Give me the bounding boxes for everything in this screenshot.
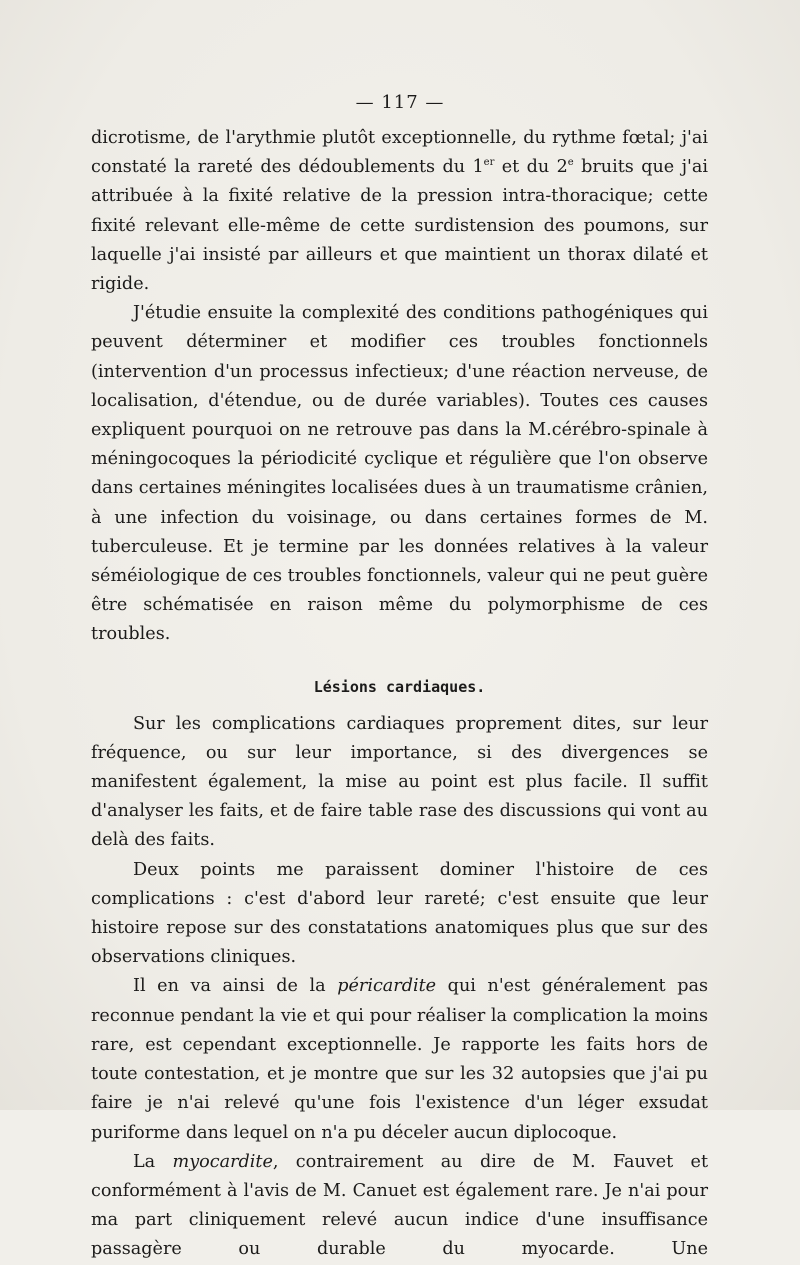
section-heading: Lésions cardiaques. (313, 677, 486, 696)
page-number: — 117 — (355, 92, 445, 113)
paragraph (91, 856, 708, 973)
body-text (91, 124, 708, 1265)
text-run: Il en va ainsi de la (133, 976, 338, 997)
paragraph (91, 299, 708, 649)
text-run: Deux points me paraissent dominer l'histoire de ces complications : c'est d'abord leur rareté; c'est ensuite que leur histoire repose sur des constatations anatomiques plus que sur des observations cliniques. (91, 859, 708, 968)
superscript: er (483, 157, 495, 169)
paragraph (91, 972, 708, 1147)
paragraph (91, 1148, 708, 1265)
italic-term: myocardite (172, 1151, 273, 1172)
paragraph (91, 710, 708, 856)
text-run: bruits que j'ai attribuée à la fixité relative de la pression intra-thoracique; cette fixité relevant elle-même de cette surdistension des poumons, sur laquelle j'ai insisté par ailleurs et que maintient un thorax dilaté et rigide. (91, 157, 708, 295)
text-run: dicrotisme, de l'arythmie plutôt exceptionnelle, du rythme fœtal; j'ai constaté la rareté des dédoublements du 1 (91, 128, 708, 178)
paragraph (91, 124, 708, 299)
text-run: qui n'est généralement pas reconnue pendant la vie et qui pour réaliser la complication la moins rare, est cependant exceptionnelle. Je rapporte les faits hors de toute contestation, et je montre que sur les 32 autopsies que j'ai pu faire je n'ai relevé qu'une fois l'existence d'un léger exsudat puriforme dans lequel on n'a pu déceler aucun diplocoque. (91, 976, 708, 1143)
text-run: Sur les complications cardiaques proprement dites, sur leur fréquence, ou sur leur importance, si des divergences se manifestent également, la mise au point est plus facile. Il suffit d'analyser les faits, et de faire table rase des discussions qui vont au delà des faits. (91, 713, 708, 851)
superscript: e (567, 157, 574, 169)
text-run: , contrairement au dire de M. Fauvet et conformément à l'avis de M. Canuet est également rare. Je n'ai pour ma part cliniquement relevé aucun indice d'une insuffisance passagère ou durable du myocarde. Une (91, 1151, 709, 1260)
text-run: La (133, 1151, 173, 1172)
italic-term: péricardite (337, 976, 437, 997)
text-run: J'étudie ensuite la complexité des conditions pathogéniques qui peuvent déterminer et modifier ces troubles fonctionnels (intervention d'un processus infectieux; d'une réaction nerveuse, de localisation, d'étendue, ou de durée variables). Toutes ces causes expliquent pourquoi on ne retrouve pas dans la M.cérébro-spinale à méningocoques la périodicité cyclique et régulière que l'on observe dans certaines méningites localisées dues à un traumatisme crânien, à une infection du voisinage, ou dans certaines formes de M. tuberculeuse. Et je termine par les données relatives à la valeur séméiologique de ces troubles fonctionnels, valeur qui ne peut guère être schématisée en raison même du polymorphisme de ces troubles. (91, 303, 708, 645)
text-run: et du 2 (494, 157, 568, 178)
